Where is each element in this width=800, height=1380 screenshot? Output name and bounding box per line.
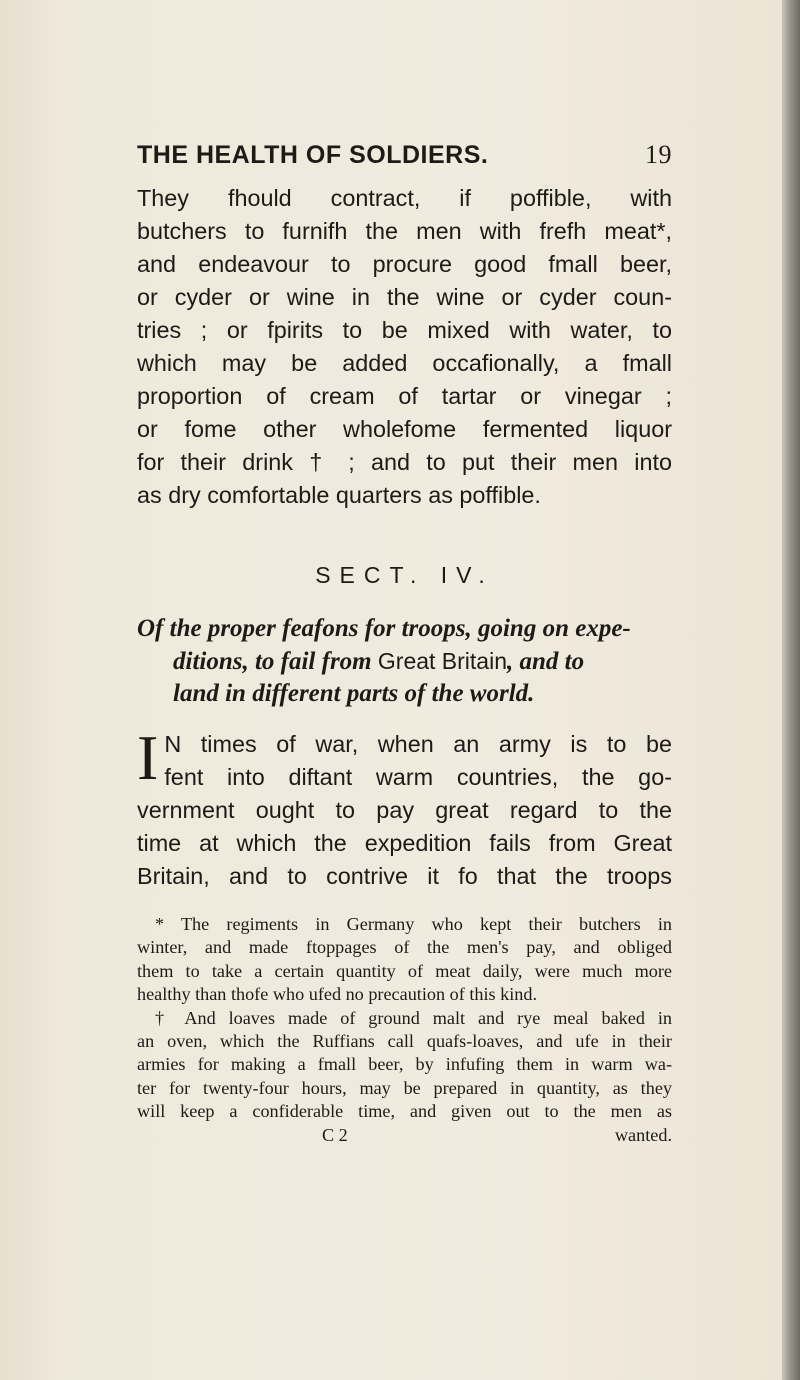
text-line: or fome other wholefome fermented liquor: [137, 416, 672, 442]
text-line: time at which the expedition fails from Great: [137, 830, 672, 856]
text-line: butchers to furnifh the men with frefh meat*,: [137, 218, 672, 244]
book-spine-edge: [782, 0, 800, 1380]
paragraph-2: [137, 722, 672, 893]
signature-mark: C 2: [322, 1124, 348, 1145]
running-head-title: THE HEALTH OF SOLDIERS.: [137, 141, 489, 169]
text-line: which may be added occafionally, a fmall: [137, 350, 672, 376]
text-line: N times of war, when an army is to be: [164, 731, 672, 757]
text-line: vernment ought to pay great regard to the: [137, 797, 672, 823]
text-line: for their drink † ; and to put their men into: [137, 449, 672, 475]
drop-cap: I: [137, 722, 159, 793]
subtitle-line: Of the proper feafons for troops, going on expe-: [137, 615, 631, 642]
running-head: [137, 140, 672, 182]
footnote-line: an oven, which the Ruffians call quafs-loaves, and ufe in their: [137, 1031, 672, 1052]
text-line: and endeavour to procure good fmall beer,: [137, 251, 672, 277]
text-line: Britain, and to contrive it fo that the troops: [137, 863, 672, 889]
text-line: proportion of cream of tartar or vinegar ;: [137, 383, 672, 409]
footnote-line: * The regiments in Germany who kept their butchers in: [155, 914, 672, 934]
text-line: tries ; or fpirits to be mixed with water, to: [137, 317, 672, 343]
paragraph-1: [137, 182, 672, 512]
subtitle-place-name: Great Britain: [377, 648, 507, 674]
subtitle-line: land in different parts of the world.: [173, 680, 535, 707]
subtitle-line: [137, 645, 672, 678]
text-line: or cyder or wine in the wine or cyder coun-: [137, 284, 672, 310]
section-heading: SECT. IV.: [315, 562, 494, 588]
page-number: 19: [645, 140, 672, 169]
footnote-line: ter for twenty-four hours, may be prepared in quantity, as they: [137, 1077, 672, 1098]
section-subtitle: [137, 613, 672, 710]
text-line: fent into diftant warm countries, the go-: [164, 764, 672, 790]
catchword: wanted.: [614, 1124, 672, 1145]
page-content: [137, 140, 672, 1147]
signature-line: [137, 1124, 672, 1147]
footnote-line: † And loaves made of ground malt and rye meal baked in: [155, 1007, 672, 1028]
footnote-line: winter, and made ftoppages of the men's pay, and obliged: [137, 937, 672, 958]
subtitle-fragment: ditions, to fail from: [173, 648, 378, 675]
footnote-line: armies for making a fmall beer, by infufing them in warm wa-: [137, 1054, 672, 1075]
footnote-line: will keep a confiderable time, and given out to the men as: [137, 1101, 672, 1122]
subtitle-fragment: , and to: [507, 648, 585, 675]
footnote-line: healthy than thofe who ufed no precaution of this kind.: [137, 984, 538, 1005]
footnote-line: them to take a certain quantity of meat daily, were much more: [137, 960, 672, 981]
footnotes: [137, 913, 672, 1147]
text-line: They fhould contract, if poffible, with: [137, 185, 672, 211]
text-line: as dry comfortable quarters as poffible.: [137, 482, 541, 508]
